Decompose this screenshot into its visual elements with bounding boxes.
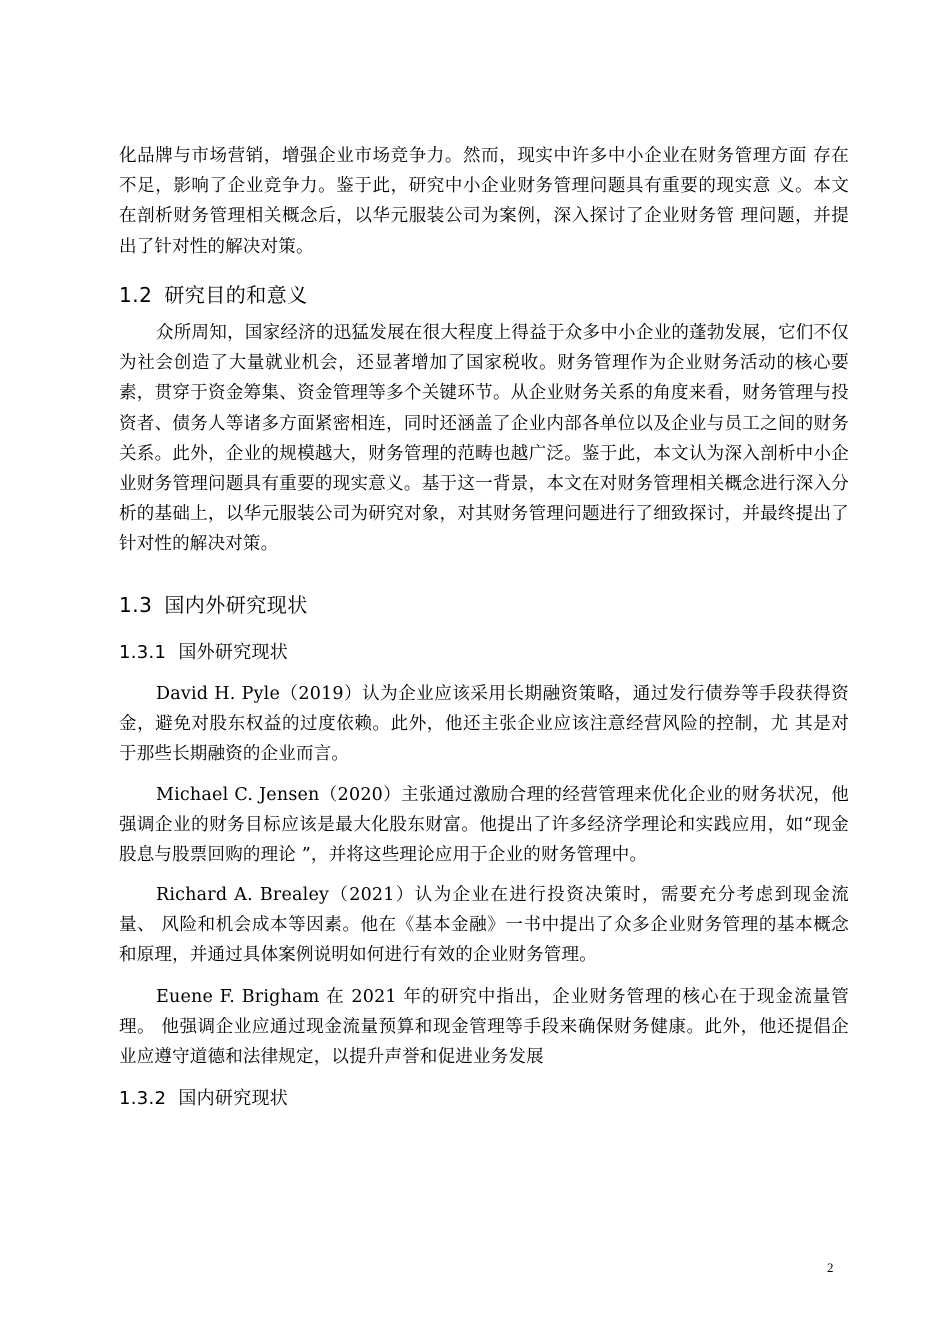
paragraph-research-purpose: 众所周知，国家经济的迅猛发展在很大程度上得益于众多中小企业的蓬勃发展，它们不仅为社会创造了大量就业机会，还显著增加了国家税收。财务管理作为企业财务活动的核心要素，贯穿于资金筹集、资金管理等多个关键环节。从企业财务关系的角度来看，财务管理与投资者、债务人等诸多方面紧密相连，同时还涵盖了企业内部各单位以及企业与员工之间的财务关系。此外，企业的规模越大，财务管理的范畴也越广泛。鉴于此，本文认为深入剖析中小企业财务管理问题具有重要的现实意义。基于这一背景，本文在对财务管理相关概念进行深入分析的基础上，以华元服装公司为研究对象，对其财务管理问题进行了细致探讨，并最终提出了针对性的解决对策。 [119, 323, 849, 555]
heading-1-3-2-number: 1.3.2 [119, 1088, 167, 1109]
paragraph-intro-continuation: 化品牌与市场营销，增强企业市场竞争力。然而，现实中许多中小企业在财务管理方面 存在不足，影响了企业竞争力。鉴于此，研究中小企业财务管理问题具有重要的现实意 义。本文在剖析财务管理相关概念后，以华元服装公司为案例，深入探讨了企业财务管 理问题，并提出了针对性的解决对策。 [119, 146, 849, 257]
heading-1-3-title: 国内外研究现状 [164, 593, 308, 617]
heading-1-3-1-title: 国外研究现状 [178, 642, 289, 663]
page-number: 2 [827, 1260, 834, 1275]
paragraph-pyle: David H. Pyle（2019）认为企业应该采用长期融资策略，通过发行债券等手段获得资金，避免对股东权益的过度依赖。此外，他还主张企业应该注意经营风险的控制，尤 其是对于那些长期融资的企业而言。 [119, 684, 849, 765]
paragraph-brealey: Richard A. Brealey（2021）认为企业在进行投资决策时，需要充分考虑到现金流量、 风险和机会成本等因素。他在《基本金融》一书中提出了众多企业财务管理的基本概念 和原理，并通过具体案例说明如何进行有效的企业财务管理。 [119, 885, 849, 966]
heading-1-2-number: 1.2 [119, 283, 153, 307]
heading-1-3-number: 1.3 [119, 593, 153, 617]
heading-1-3-2 [119, 1086, 288, 1112]
heading-1-2 [119, 281, 308, 309]
heading-1-3-2-title: 国内研究现状 [178, 1088, 289, 1109]
paragraph-jensen: Michael C. Jensen（2020）主张通过激励合理的经营管理来优化企业的财务状况，他强调企业的财务目标应该是最大化股东财富。他提出了许多经济学理论和实践应用，如“现金股息与股票回购的理论 ”，并将这些理论应用于企业的财务管理中。 [119, 785, 849, 866]
heading-1-3-1 [119, 640, 288, 666]
heading-1-3-1-number: 1.3.1 [119, 642, 167, 663]
heading-1-3 [119, 591, 308, 619]
paragraph-brigham: Euene F. Brigham 在 2021 年的研究中指出，企业财务管理的核心在于现金流量管理。 他强调企业应通过现金流量预算和现金管理等手段来确保财务健康。此外，他还提倡企 业应遵守道德和法律规定，以提升声誉和促进业务发展 [119, 987, 849, 1068]
heading-1-2-title: 研究目的和意义 [164, 283, 308, 307]
